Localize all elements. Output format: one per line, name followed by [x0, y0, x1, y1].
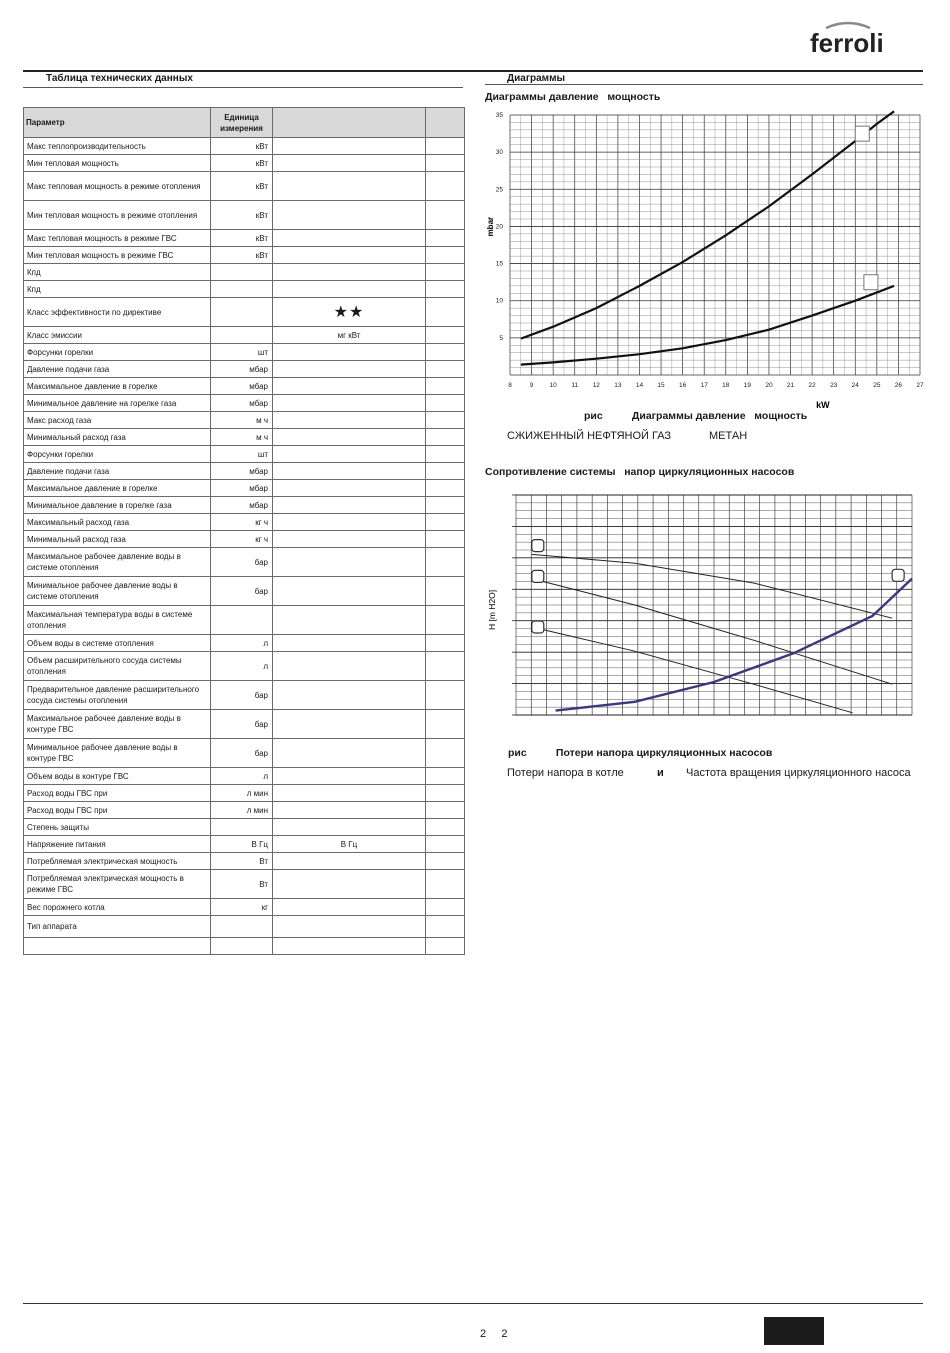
y-tick-label: 30 — [495, 149, 503, 157]
table-row — [24, 768, 465, 785]
row-param: Максимальное давление в горелке — [24, 480, 211, 497]
row-unit — [211, 819, 273, 836]
table-row — [24, 514, 465, 531]
row-value — [273, 870, 426, 899]
row-extra — [426, 606, 465, 635]
x-tick-label: 8 — [508, 382, 512, 389]
table-row — [24, 429, 465, 446]
row-param: Объем расширительного сосуда системы отопления — [24, 652, 211, 681]
row-extra — [426, 138, 465, 155]
table-row — [24, 247, 465, 264]
row-param: Минимальное рабочее давление воды в контуре ГВС — [24, 739, 211, 768]
row-unit: кВт — [211, 247, 273, 264]
row-value — [273, 480, 426, 497]
row-value — [273, 802, 426, 819]
row-param: Минимальный расход газа — [24, 531, 211, 548]
row-unit: мбар — [211, 463, 273, 480]
diagram2-caption-text: Потери напора циркуляционных насосов — [555, 747, 773, 759]
row-extra — [426, 652, 465, 681]
table-row — [24, 361, 465, 378]
y-tick-label: 10 — [495, 297, 503, 305]
row-param: Макс тепловая мощность в режиме отопления — [24, 172, 211, 201]
row-value: В Гц — [273, 836, 426, 853]
table-row — [24, 395, 465, 412]
row-extra — [426, 681, 465, 710]
row-param: Объем воды в системе отопления — [24, 635, 211, 652]
row-unit — [211, 298, 273, 327]
row-unit — [211, 938, 273, 955]
table-row — [24, 264, 465, 281]
series-line-3 — [532, 627, 853, 713]
table-row — [24, 463, 465, 480]
row-param: Форсунки горелки — [24, 344, 211, 361]
diagram2-caption-prefix: рис — [508, 747, 527, 759]
y-tick-label: 35 — [495, 112, 503, 119]
row-param: Минимальное давление на горелке газа — [24, 395, 211, 412]
section-underline — [23, 87, 463, 88]
table-row — [24, 155, 465, 172]
row-value — [273, 514, 426, 531]
row-param: Расход воды ГВС при — [24, 802, 211, 819]
row-value — [273, 446, 426, 463]
ferroli-logo — [808, 14, 908, 62]
table-row — [24, 853, 465, 870]
row-param: Максимальное рабочее давление воды в системе отопления — [24, 548, 211, 577]
row-extra — [426, 739, 465, 768]
row-unit: кг — [211, 899, 273, 916]
row-value — [273, 531, 426, 548]
row-unit: бар — [211, 739, 273, 768]
table-body — [24, 138, 465, 955]
legend-head-loss: Потери напора в котле — [507, 767, 624, 779]
row-unit: м ч — [211, 412, 273, 429]
curve-marker-box — [532, 540, 544, 552]
row-unit: м ч — [211, 429, 273, 446]
row-param: Мин тепловая мощность в режиме отопления — [24, 201, 211, 230]
row-unit: В Гц — [211, 836, 273, 853]
row-value: ★★ — [273, 298, 426, 327]
x-tick-label: 27 — [916, 382, 924, 389]
row-unit: л мин — [211, 802, 273, 819]
x-tick-label: 18 — [722, 382, 730, 389]
row-value — [273, 412, 426, 429]
x-tick-label: 25 — [873, 382, 881, 389]
row-param: Объем воды в контуре ГВС — [24, 768, 211, 785]
row-unit: мбар — [211, 395, 273, 412]
row-unit — [211, 916, 273, 938]
y-tick-label: 15 — [495, 260, 503, 268]
diagram1-caption — [584, 410, 807, 422]
row-extra — [426, 899, 465, 916]
row-param: Давление подачи газа — [24, 463, 211, 480]
table-row — [24, 378, 465, 395]
row-extra — [426, 938, 465, 955]
row-param: Потребляемая электрическая мощность в режиме ГВС — [24, 870, 211, 899]
row-value — [273, 681, 426, 710]
table-row — [24, 548, 465, 577]
row-value — [273, 463, 426, 480]
row-param: Потребляемая электрическая мощность — [24, 853, 211, 870]
row-param: Напряжение питания — [24, 836, 211, 853]
x-tick-label: 15 — [657, 382, 665, 389]
row-param: Степень защиты — [24, 819, 211, 836]
row-unit: Вт — [211, 870, 273, 899]
row-param: Максимальное рабочее давление воды в контуре ГВС — [24, 710, 211, 739]
y-tick-label: 5 — [499, 334, 503, 342]
table-row — [24, 785, 465, 802]
header-unit: Единица измерения — [211, 108, 273, 138]
row-param — [24, 938, 211, 955]
row-value — [273, 378, 426, 395]
row-value — [273, 247, 426, 264]
row-extra — [426, 264, 465, 281]
row-unit: шт — [211, 344, 273, 361]
row-param: Максимальный расход газа — [24, 514, 211, 531]
row-param: Форсунки горелки — [24, 446, 211, 463]
row-unit: бар — [211, 577, 273, 606]
row-unit — [211, 264, 273, 281]
row-param: Максимальная температура воды в системе отопления — [24, 606, 211, 635]
row-param: Класс эмиссии — [24, 327, 211, 344]
header-value — [273, 108, 426, 138]
row-extra — [426, 201, 465, 230]
row-extra — [426, 916, 465, 938]
pressure-power-chart — [485, 110, 930, 412]
row-extra — [426, 155, 465, 172]
row-extra — [426, 378, 465, 395]
row-unit: шт — [211, 446, 273, 463]
row-param: Макс теплопроизводительность — [24, 138, 211, 155]
diagram1-caption-text: Диаграммы давление мощность — [631, 410, 808, 422]
row-value — [273, 155, 426, 172]
row-value — [273, 201, 426, 230]
x-tick-label: 24 — [851, 382, 859, 389]
row-param: Давление подачи газа — [24, 361, 211, 378]
row-value — [273, 938, 426, 955]
row-unit: Вт — [211, 853, 273, 870]
series-line-1 — [521, 111, 894, 338]
table-row — [24, 138, 465, 155]
row-param: Вес порожнего котла — [24, 899, 211, 916]
x-tick-label: 26 — [894, 382, 903, 389]
row-param: Минимальное давление в горелке газа — [24, 497, 211, 514]
row-extra — [426, 548, 465, 577]
curve-marker-box — [532, 570, 544, 582]
table-row — [24, 446, 465, 463]
row-unit: л мин — [211, 785, 273, 802]
row-unit: л — [211, 635, 273, 652]
table-row — [24, 739, 465, 768]
row-unit: мбар — [211, 361, 273, 378]
row-unit: бар — [211, 548, 273, 577]
row-unit: мбар — [211, 378, 273, 395]
row-value — [273, 652, 426, 681]
table-row — [24, 635, 465, 652]
row-extra — [426, 577, 465, 606]
legend-pump-speed: Частота вращения циркуляционного насоса — [686, 767, 911, 779]
row-param: Мин тепловая мощность — [24, 155, 211, 172]
language-tab — [764, 1317, 824, 1345]
curve-marker-box — [532, 621, 544, 633]
table-row — [24, 344, 465, 361]
row-value — [273, 606, 426, 635]
row-value — [273, 344, 426, 361]
page-number: 2 2 — [480, 1328, 508, 1340]
row-param: Макс расход газа — [24, 412, 211, 429]
row-value — [273, 899, 426, 916]
diagram2-title: Сопротивление системы напор циркуляционных насосов — [485, 466, 795, 478]
table-row — [24, 652, 465, 681]
row-value — [273, 548, 426, 577]
x-tick-label: 10 — [549, 382, 557, 389]
row-unit: мбар — [211, 497, 273, 514]
row-unit: кВт — [211, 172, 273, 201]
row-extra — [426, 497, 465, 514]
row-param: Минимальное рабочее давление воды в системе отопления — [24, 577, 211, 606]
table-row — [24, 327, 465, 344]
table-row — [24, 412, 465, 429]
row-value — [273, 429, 426, 446]
y-tick-label: 25 — [495, 186, 503, 194]
tech-table-title: Таблица технических данных — [46, 73, 193, 84]
row-extra — [426, 635, 465, 652]
row-value — [273, 281, 426, 298]
row-value — [273, 361, 426, 378]
row-extra — [426, 412, 465, 429]
x-tick-label: 17 — [700, 382, 708, 389]
table-row — [24, 298, 465, 327]
row-extra — [426, 710, 465, 739]
row-unit — [211, 327, 273, 344]
row-value — [273, 577, 426, 606]
row-extra — [426, 480, 465, 497]
row-unit: кВт — [211, 138, 273, 155]
row-param: Класс эффективности по директиве — [24, 298, 211, 327]
row-unit: кВт — [211, 155, 273, 172]
table-row — [24, 577, 465, 606]
row-extra — [426, 785, 465, 802]
row-param: Макс тепловая мощность в режиме ГВС — [24, 230, 211, 247]
diagrams-title: Диаграммы — [507, 73, 566, 84]
table-row — [24, 681, 465, 710]
legend-and: и — [657, 767, 664, 779]
table-row — [24, 710, 465, 739]
row-value — [273, 138, 426, 155]
table-row — [24, 201, 465, 230]
row-param: Мин тепловая мощность в режиме ГВС — [24, 247, 211, 264]
row-extra — [426, 247, 465, 264]
x-tick-label: 14 — [635, 382, 644, 389]
curve-marker-box — [855, 126, 869, 141]
row-unit — [211, 281, 273, 298]
row-param: Предварительное давление расширительного сосуда системы отопления — [24, 681, 211, 710]
row-value — [273, 395, 426, 412]
row-extra — [426, 172, 465, 201]
row-value — [273, 853, 426, 870]
table-row — [24, 916, 465, 938]
row-extra — [426, 395, 465, 412]
table-row — [24, 230, 465, 247]
curve-marker-box — [892, 569, 904, 581]
header-param: Параметр — [24, 108, 211, 138]
row-extra — [426, 446, 465, 463]
x-tick-label: 16 — [679, 382, 687, 389]
table-row — [24, 281, 465, 298]
row-value — [273, 264, 426, 281]
curve-marker-box — [864, 275, 878, 290]
row-extra — [426, 531, 465, 548]
row-value — [273, 739, 426, 768]
table-row — [24, 497, 465, 514]
row-extra — [426, 853, 465, 870]
row-extra — [426, 230, 465, 247]
diagram1-caption-prefix: рис — [584, 410, 603, 422]
header-extra — [426, 108, 465, 138]
row-value — [273, 785, 426, 802]
bottom-divider — [23, 1303, 923, 1304]
row-extra — [426, 429, 465, 446]
x-tick-label: 21 — [786, 382, 795, 389]
x-tick-label: 22 — [808, 382, 816, 389]
diagram1-title: Диаграммы давление мощность — [485, 91, 661, 103]
row-param: Тип аппарата — [24, 916, 211, 938]
row-param: Минимальный расход газа — [24, 429, 211, 446]
row-value — [273, 819, 426, 836]
table-row — [24, 480, 465, 497]
row-extra — [426, 768, 465, 785]
row-extra — [426, 870, 465, 899]
logo-text: ferroli — [810, 28, 884, 58]
x-tick-label: 23 — [830, 382, 838, 389]
diagram2-caption — [508, 747, 772, 759]
row-value: мг кВт — [273, 327, 426, 344]
row-unit: мбар — [211, 480, 273, 497]
pump-head-chart — [485, 490, 925, 722]
row-unit — [211, 606, 273, 635]
row-unit: кг ч — [211, 531, 273, 548]
x-tick-label: 12 — [592, 382, 600, 389]
legend-lpg: СЖИЖЕННЫЙ НЕФТЯНОЙ ГАЗ — [507, 430, 672, 442]
tech-data-table — [23, 107, 465, 955]
x-tick-label: 11 — [571, 382, 579, 389]
row-value — [273, 172, 426, 201]
row-value — [273, 497, 426, 514]
table-row — [24, 870, 465, 899]
y-axis-label: mbar — [486, 216, 495, 237]
legend-methane: МЕТАН — [709, 430, 748, 442]
row-extra — [426, 836, 465, 853]
row-extra — [426, 802, 465, 819]
row-extra — [426, 514, 465, 531]
y-tick-label: 20 — [495, 223, 503, 231]
row-extra — [426, 344, 465, 361]
row-extra — [426, 327, 465, 344]
row-extra — [426, 361, 465, 378]
top-divider — [23, 70, 923, 72]
row-extra — [426, 463, 465, 480]
row-value — [273, 916, 426, 938]
row-value — [273, 230, 426, 247]
row-extra — [426, 281, 465, 298]
table-row — [24, 606, 465, 635]
row-param: Кпд — [24, 281, 211, 298]
row-unit: л — [211, 768, 273, 785]
row-unit: л — [211, 652, 273, 681]
row-value — [273, 768, 426, 785]
table-row — [24, 531, 465, 548]
y-axis-label: H [m H2O] — [487, 589, 497, 630]
row-unit: кВт — [211, 201, 273, 230]
row-unit: кг ч — [211, 514, 273, 531]
table-row — [24, 938, 465, 955]
row-param: Максимальное давление в горелке — [24, 378, 211, 395]
row-unit: бар — [211, 710, 273, 739]
table-row — [24, 836, 465, 853]
diagrams-underline — [485, 84, 923, 85]
x-tick-label: 20 — [765, 382, 773, 389]
x-tick-label: 13 — [614, 382, 622, 389]
table-row — [24, 899, 465, 916]
row-value — [273, 635, 426, 652]
x-axis-label: kW — [816, 400, 830, 410]
row-value — [273, 710, 426, 739]
series-line-1 — [532, 554, 892, 618]
table-header-row — [24, 108, 465, 138]
row-extra — [426, 819, 465, 836]
row-param: Кпд — [24, 264, 211, 281]
row-param: Расход воды ГВС при — [24, 785, 211, 802]
table-row — [24, 802, 465, 819]
row-unit: кВт — [211, 230, 273, 247]
x-tick-label: 19 — [743, 382, 751, 389]
x-tick-label: 9 — [529, 382, 534, 389]
table-row — [24, 172, 465, 201]
row-unit: бар — [211, 681, 273, 710]
row-extra — [426, 298, 465, 327]
table-row — [24, 819, 465, 836]
